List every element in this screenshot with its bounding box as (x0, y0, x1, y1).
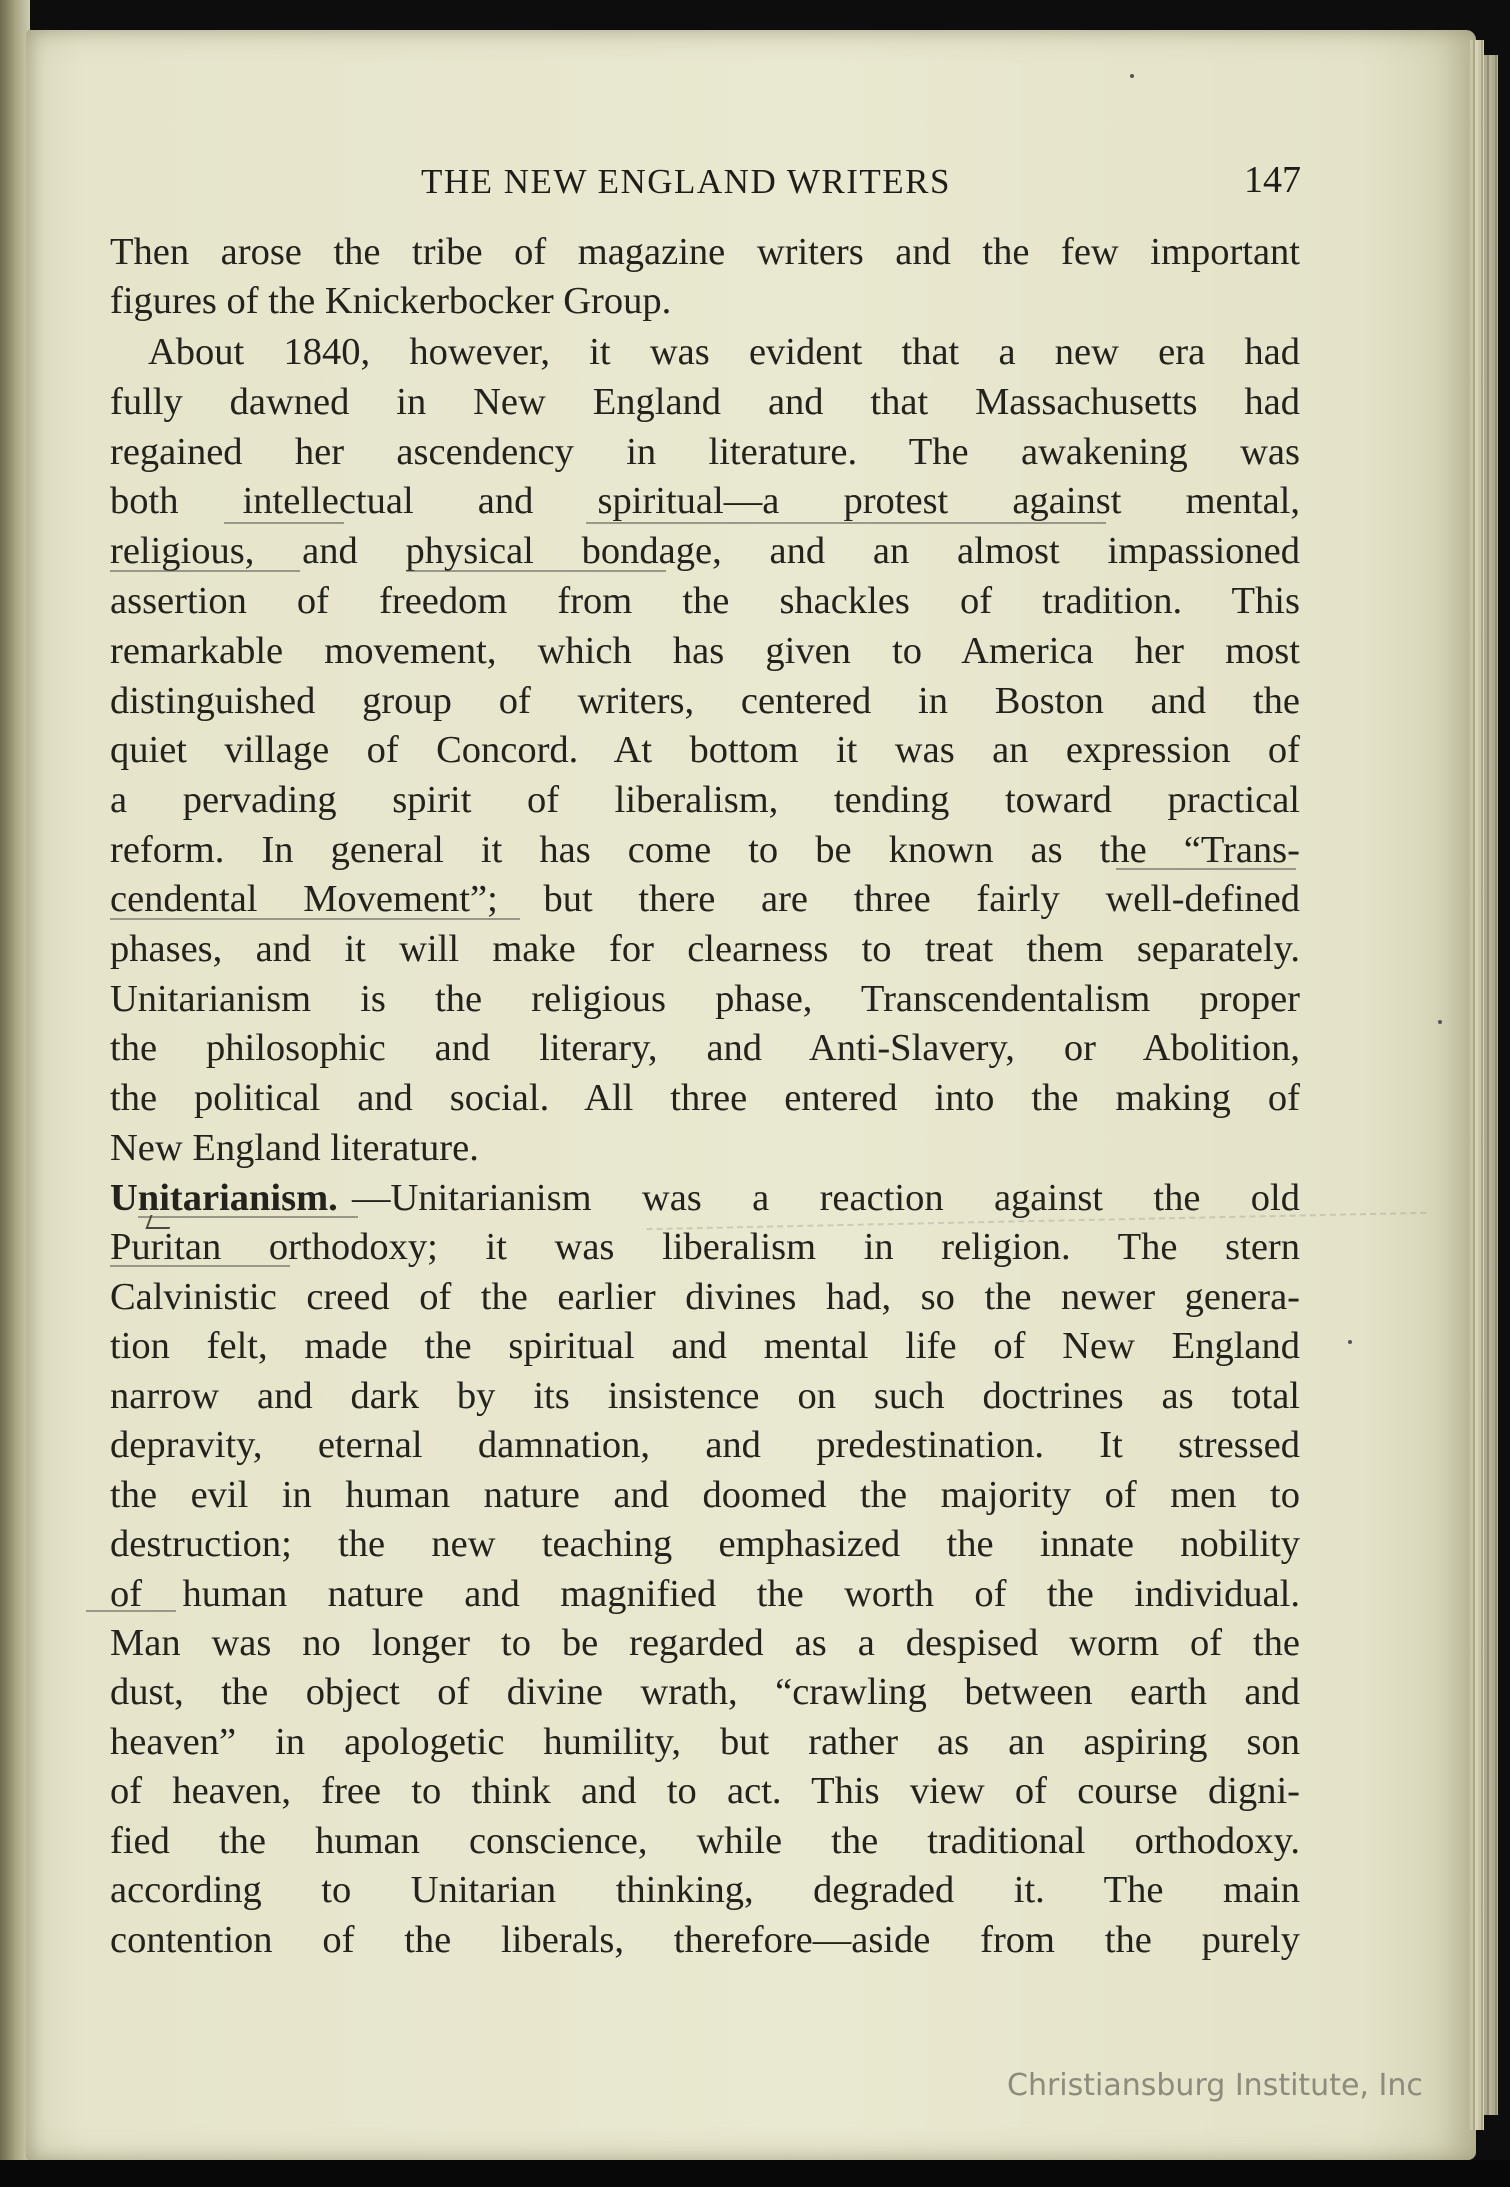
text-line: tion felt, made the spiritual and mental life of New England (110, 1325, 1300, 1367)
text-line: About 1840, however, it was evident that a new era had (148, 331, 1300, 373)
text-line: contention of the liberals, therefore—aside from the purely (110, 1919, 1300, 1961)
pencil-underline (586, 522, 1106, 524)
text-line: the political and social. All three entered into the making of (110, 1077, 1300, 1119)
watermark: Christiansburg Institute, Inc (1007, 2068, 1423, 2103)
pencil-underline (224, 522, 344, 524)
section-heading-unitarianism (110, 1174, 350, 1222)
running-title: THE NEW ENGLAND WRITERS (421, 162, 951, 201)
text-line: of heaven, free to think and to act. This view of course digni- (110, 1770, 1300, 1812)
text-line: assertion of freedom from the shackles of tradition. This (110, 580, 1300, 622)
text-line: fied the human conscience, while the traditional orthodoxy. (110, 1820, 1300, 1862)
text-line: regained her ascendency in literature. The awakening was (110, 431, 1300, 473)
text-line: figures of the Knickerbocker Group. (110, 280, 672, 322)
page-edges (1484, 55, 1498, 2115)
page-speck (1130, 74, 1134, 78)
page-speck (1438, 1020, 1442, 1024)
text-line: reform. In general it has come to be known as the “Trans- (110, 829, 1300, 871)
page-edges (1470, 40, 1484, 2130)
background-shadow (0, 2160, 1510, 2187)
pencil-tick-mark (145, 1215, 174, 1229)
page-header (136, 159, 1301, 206)
pencil-underline (110, 1265, 290, 1267)
section-heading-text: Unitarianism. (110, 1177, 338, 1219)
text-line: quiet village of Concord. At bottom it was an expression of (110, 729, 1300, 771)
text-line: cendental Movement”; but there are three fairly well-defined (110, 878, 1300, 920)
pencil-underline (86, 1610, 176, 1612)
text-line: depravity, eternal damnation, and predestination. It stressed (110, 1424, 1300, 1466)
text-line: narrow and dark by its insistence on such doctrines as total (110, 1375, 1300, 1417)
text-line: remarkable movement, which has given to America her most (110, 630, 1300, 672)
text-line: fully dawned in New England and that Massachusetts had (110, 381, 1300, 423)
text-line: destruction; the new teaching emphasized the innate nobility (110, 1523, 1300, 1565)
text-line: religious, and physical bondage, and an almost impassioned (110, 530, 1300, 572)
text-line: Calvinistic creed of the earlier divines had, so the newer genera- (110, 1276, 1300, 1318)
text-line: distinguished group of writers, centered in Boston and the (110, 680, 1300, 722)
text-line: a pervading spirit of liberalism, tending toward practical (110, 779, 1300, 821)
book-page (26, 30, 1476, 2160)
text-line: —Unitarianism was a reaction against the old (352, 1177, 1300, 1219)
text-line: New England literature. (110, 1127, 479, 1169)
text-line: of human nature and magnified the worth of the individual. (110, 1573, 1300, 1615)
page-speck (1348, 1340, 1352, 1344)
page-number: 147 (1244, 159, 1301, 201)
text-line: Puritan orthodoxy; it was liberalism in religion. The stern (110, 1226, 1300, 1268)
pencil-underline (110, 918, 520, 920)
text-line: Then arose the tribe of magazine writers and the few important (110, 231, 1300, 273)
text-line: the evil in human nature and doomed the majority of men to (110, 1474, 1300, 1516)
text-line: the philosophic and literary, and Anti-Slavery, or Abolition, (110, 1027, 1300, 1069)
text-line: heaven” in apologetic humility, but rather as an aspiring son (110, 1721, 1300, 1763)
text-line: phases, and it will make for clearness to treat them separately. (110, 928, 1300, 970)
text-line: Unitarianism is the religious phase, Transcendentalism proper (110, 978, 1300, 1020)
pencil-underline (406, 570, 666, 572)
text-line: dust, the object of divine wrath, “crawling between earth and (110, 1671, 1300, 1713)
pencil-underline (110, 570, 300, 572)
pencil-underline (1116, 868, 1296, 870)
text-line: both intellectual and spiritual—a protest against mental, (110, 480, 1300, 522)
text-line: Man was no longer to be regarded as a despised worm of the (110, 1622, 1300, 1664)
text-line: according to Unitarian thinking, degraded it. The main (110, 1869, 1300, 1911)
